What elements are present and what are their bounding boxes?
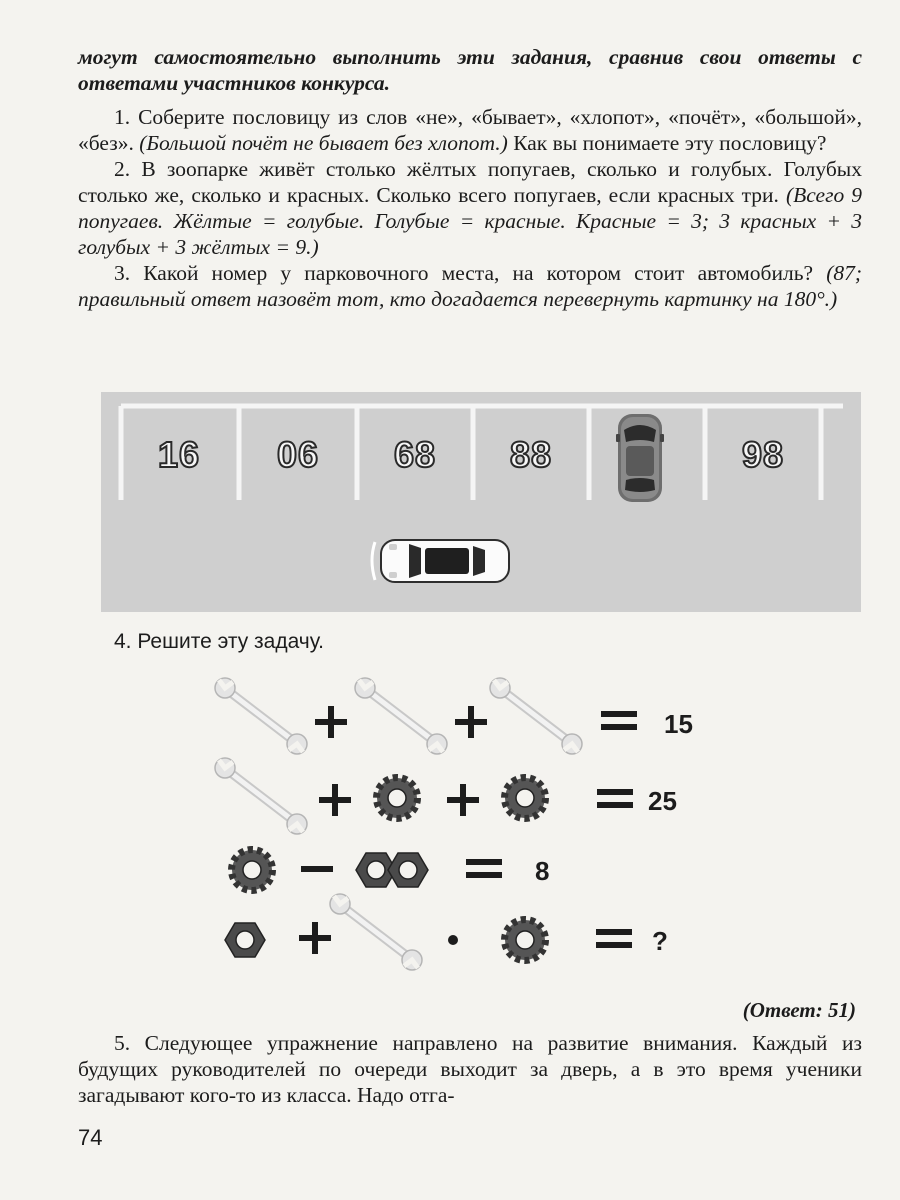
puzzle-row-3: [232, 850, 549, 890]
equals-sign: [601, 711, 637, 730]
parking-lot-image: [101, 392, 861, 612]
nut-icon: [225, 923, 265, 957]
wrench-icon: [355, 678, 447, 754]
plus-sign: [455, 706, 487, 738]
gear-icon: [505, 920, 545, 960]
task-2-answer: (Всего 9 попугаев. Жёлтые = голубые. Голубые = красные. Красные = 3; 3 красных + 3 голубых + 3 жёлтых = 9.): [78, 183, 863, 259]
row-4-result: ?: [652, 926, 668, 956]
nut-icon: [388, 853, 428, 887]
task-2: [78, 156, 862, 260]
task-4-answer: (Ответ: 51): [742, 998, 856, 1022]
wrench-icon: [215, 758, 307, 834]
gear-icon: [232, 850, 272, 890]
spot-number-6: 98: [741, 434, 785, 475]
row-3-result: 8: [535, 856, 550, 886]
spot-number-1: 16: [157, 434, 201, 475]
task-1: [78, 104, 862, 156]
task-5: 5. Следующее упражнение направлено на развитие внимания. Каждый из будущих руководителей по очереди выходит за дверь, а в это время ученики загадывают кого-то из класса. Надо отга-: [78, 1031, 862, 1107]
plus-sign: [299, 922, 331, 954]
math-puzzle: [0, 670, 900, 980]
wrench-icon: [330, 894, 422, 970]
task-3-text: 3. Какой номер у парковочного места, на котором стоит автомобиль?: [114, 261, 814, 285]
top-text: [78, 44, 862, 312]
task-1-answer: (Большой почёт не бывает без хлопот.): [139, 131, 508, 155]
row-1-result: 15: [664, 709, 693, 739]
bottom-text: [78, 1030, 862, 1108]
puzzle-row-4: [225, 894, 668, 970]
plus-sign: [319, 784, 351, 816]
plus-sign: [315, 706, 347, 738]
task-1-text: 1. Соберите пословицу из слов «не», «бывает», «хлопот», «почёт», «большой», «без».: [78, 105, 862, 155]
parked-car-icon: [614, 412, 666, 504]
task-3: [78, 260, 862, 312]
task-1-tail: Как вы понимаете эту пословицу?: [513, 131, 827, 155]
spot-number-4: 88: [509, 434, 553, 475]
spot-number-3: 68: [393, 434, 437, 475]
puzzle-row-1: [215, 678, 693, 754]
multiply-dot: [448, 935, 458, 945]
plus-sign: [447, 784, 479, 816]
puzzle-row-2: [215, 758, 677, 834]
gear-icon: [505, 778, 545, 818]
equals-sign: [596, 929, 632, 948]
page-number: 74: [78, 1125, 103, 1150]
moving-car-icon: [369, 536, 513, 586]
spot-number-2: 06: [276, 434, 320, 475]
equals-sign: [597, 789, 633, 808]
gear-icon: [377, 778, 417, 818]
task-4-title: 4. Решите эту задачу.: [114, 630, 324, 653]
minus-sign: [301, 866, 333, 872]
task-3-answer: (87; правильный ответ назовёт тот, кто догадается перевернуть картинку на 180°.): [78, 261, 863, 311]
wrench-icon: [490, 678, 582, 754]
row-2-result: 25: [648, 786, 677, 816]
equals-sign: [466, 859, 502, 878]
wrench-icon: [215, 678, 307, 754]
task-2-text: 2. В зоопарке живёт столько жёлтых попугаев, сколько и голубых. Голубых столько же, сколько и красных. Сколько всего попугаев, если красных три.: [78, 157, 862, 207]
intro-paragraph: могут самостоятельно выполнить эти задания, сравнив свои ответы с ответами участников конкурса.: [78, 45, 862, 95]
